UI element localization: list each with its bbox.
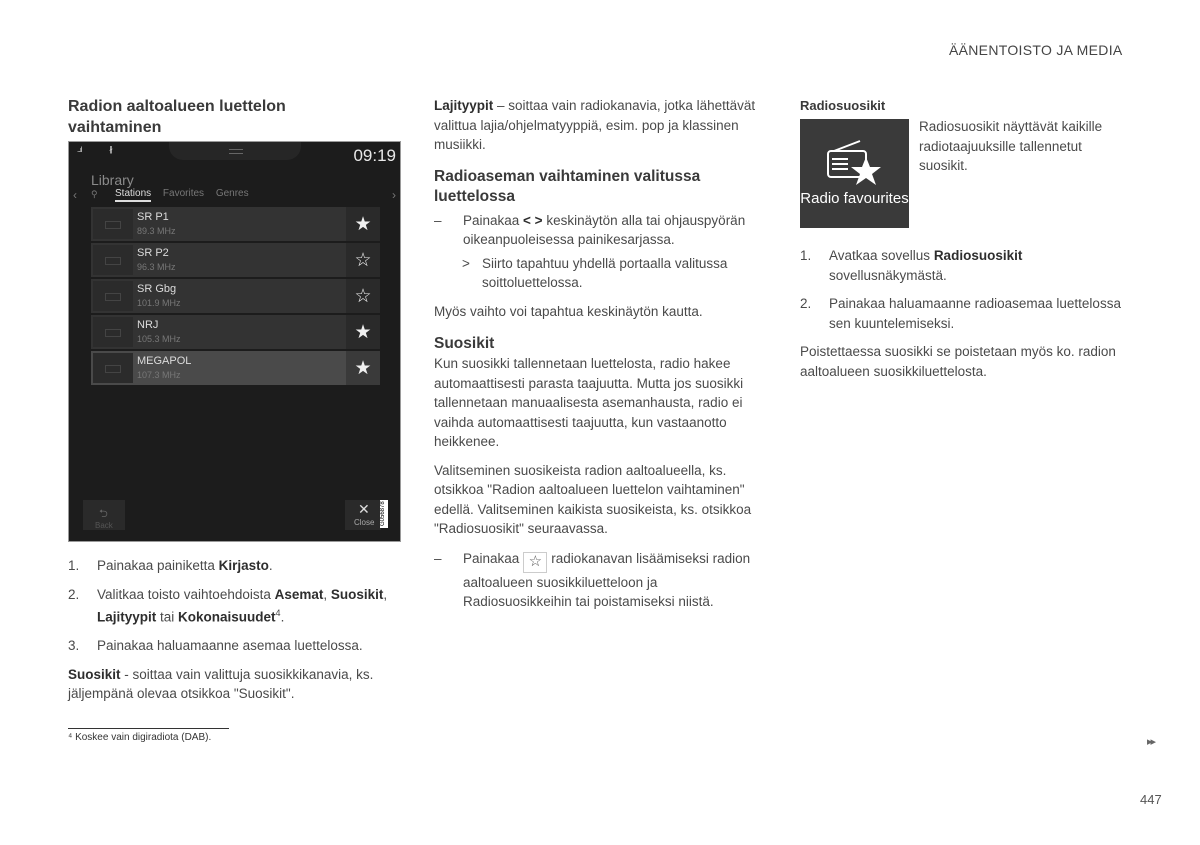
back-icon: ⮌: [99, 508, 108, 520]
radio-favourites-app-icon: [800, 119, 909, 228]
clock: 09:19: [353, 146, 396, 165]
paragraph: Poistettaessa suosikki se poistetaan myös ko. radion aaltoalueen suosikkiluettelosta.: [800, 344, 1116, 379]
heading-radiosuosikit: Radiosuosikit: [800, 98, 886, 113]
list-subitem: > Siirto tapahtuu yhdellä portaalla valitussa soittoluettelossa.: [462, 255, 728, 290]
favorite-star-icon[interactable]: ★: [346, 351, 380, 385]
favorite-star-icon[interactable]: ☆: [346, 243, 380, 277]
close-icon: ✕: [358, 501, 370, 517]
heading-change-list: Radion aaltoalueen luettelon vaihtaminen: [68, 98, 286, 136]
search-icon[interactable]: ⚲: [91, 189, 98, 199]
next-page-icon: ▸▸: [1147, 736, 1155, 748]
heading-suosikit: Suosikit: [434, 335, 495, 352]
station-logo: [93, 353, 133, 383]
tab-favorites[interactable]: Favorites: [162, 188, 205, 199]
bluetooth-icon: ∦: [109, 145, 113, 154]
station-name: SR P1: [137, 211, 169, 223]
library-title: Library: [91, 172, 134, 188]
notch-handle[interactable]: [229, 149, 243, 154]
tab-stations[interactable]: Stations: [115, 188, 151, 202]
footnote: ⁴ Koskee vain digiradiota (DAB).: [68, 732, 212, 743]
list-item: – Painakaa < > keskinäytön alla tai ohjauspyörän oikeanpuoleisessa painikesarjassa.: [434, 212, 746, 247]
lajityypit-paragraph: Lajityypit – soittaa vain radiokanavia, jotka lähettävät valittua lajia/ohjelmatyyppiä, esim. pop ja klassinen musiikki.: [434, 98, 756, 152]
back-label: Back: [95, 521, 113, 530]
station-name: SR Gbg: [137, 283, 177, 295]
station-row[interactable]: [91, 279, 380, 313]
intro-paragraph: Radiosuosikit näyttävät kaikille radiotaajuuksille tallennetut suosikit.: [919, 119, 1103, 173]
footnote-divider: [68, 728, 229, 729]
chevron-left-icon[interactable]: ‹: [73, 188, 77, 202]
list-item: 1. Avatkaa sovellus Radiosuosikit sovellusnäkymästä.: [800, 248, 1023, 283]
paragraph: Valitseminen suosikeista radion aaltoalueella, ks. otsikkoa "Radion aaltoalueen luettelon vaihtaminen" edellä. Valitseminen kaikista suosikeista, ks. otsikkoa "Radiosuosikit" seuraavassa.: [434, 462, 752, 536]
station-frequency: 101.9 MHz: [137, 298, 181, 308]
station-logo: [93, 281, 133, 311]
list-item: 3. Painakaa haluamaanne asemaa luettelossa.: [68, 638, 363, 653]
station-frequency: 105.3 MHz: [137, 334, 181, 344]
station-name: MEGAPOL: [137, 355, 192, 367]
favorite-star-icon[interactable]: ★: [346, 315, 380, 349]
paragraph: Kun suosikki tallennetaan luettelosta, radio hakee automaattisesti parasta taajuutta. Mutta jos suosikki tallennetaan manuaalisesta asemanhausta, radio ei vaihda automaattisesti taajuutta, kun vastaanotto heikkenee.: [434, 356, 744, 449]
page-number: 447: [1140, 792, 1162, 807]
signal-icon: ...ıl: [77, 147, 82, 154]
list-item: – Painakaa ☆ radiokanavan lisäämiseksi radion aaltoalueen suosikkiluetteloon ja Radiosuosikkeihin tai poistamiseksi niistä.: [434, 550, 751, 609]
list-item: 2. Valitkaa toisto vaihtoehdoista Asemat, Suosikit, Lajityypit tai Kokonaisuudet$^4$.: [68, 586, 388, 625]
station-name: NRJ: [137, 319, 159, 331]
figure-code: G056878: [380, 501, 386, 527]
list-item: 1. Painakaa painiketta Kirjasto.: [68, 558, 273, 573]
steps-list: [68, 556, 398, 704]
station-frequency: 96.3 MHz: [137, 262, 176, 272]
paragraph: Myös vaihto voi tapahtua keskinäytön kautta.: [434, 303, 703, 319]
tab-genres[interactable]: Genres: [215, 188, 249, 199]
column-3: [800, 246, 1130, 381]
star-icon: ☆: [523, 552, 547, 573]
station-name: SR P2: [137, 247, 169, 259]
screen-notch: [169, 142, 301, 160]
radio-favourites-label: Radio favourites: [800, 190, 909, 207]
list-item: 2. Painakaa haluamaanne radioasemaa luettelossa sen kuuntelemiseksi.: [800, 296, 1121, 331]
station-row[interactable]: [91, 207, 380, 241]
radio-star-icon: [800, 119, 909, 199]
heading-change-station: Radioaseman vaihtaminen valitussa luettelossa: [434, 167, 701, 205]
radio-screen: [68, 141, 401, 542]
tab-bar: [115, 188, 258, 199]
chevron-right-icon[interactable]: ›: [392, 188, 396, 202]
station-logo: [93, 245, 133, 275]
station-row[interactable]: [91, 315, 380, 349]
favorite-star-icon[interactable]: ★: [346, 207, 380, 241]
suosikit-paragraph: Suosikit - soittaa vain valittuja suosikkikanavia, ks. jäljempänä olevaa otsikkoa "Suosikit".: [68, 666, 374, 701]
station-row-selected[interactable]: [91, 351, 380, 385]
station-logo: [93, 317, 133, 347]
station-row[interactable]: [91, 243, 380, 277]
section-header: ÄÄNENTOISTO JA MEDIA: [949, 42, 1123, 58]
station-frequency: 89.3 MHz: [137, 226, 176, 236]
column-2: [434, 96, 764, 612]
close-label: Close: [354, 518, 375, 527]
station-frequency: 107.3 MHz: [137, 370, 181, 380]
favorite-star-icon[interactable]: ☆: [346, 279, 380, 313]
station-logo: [93, 209, 133, 239]
